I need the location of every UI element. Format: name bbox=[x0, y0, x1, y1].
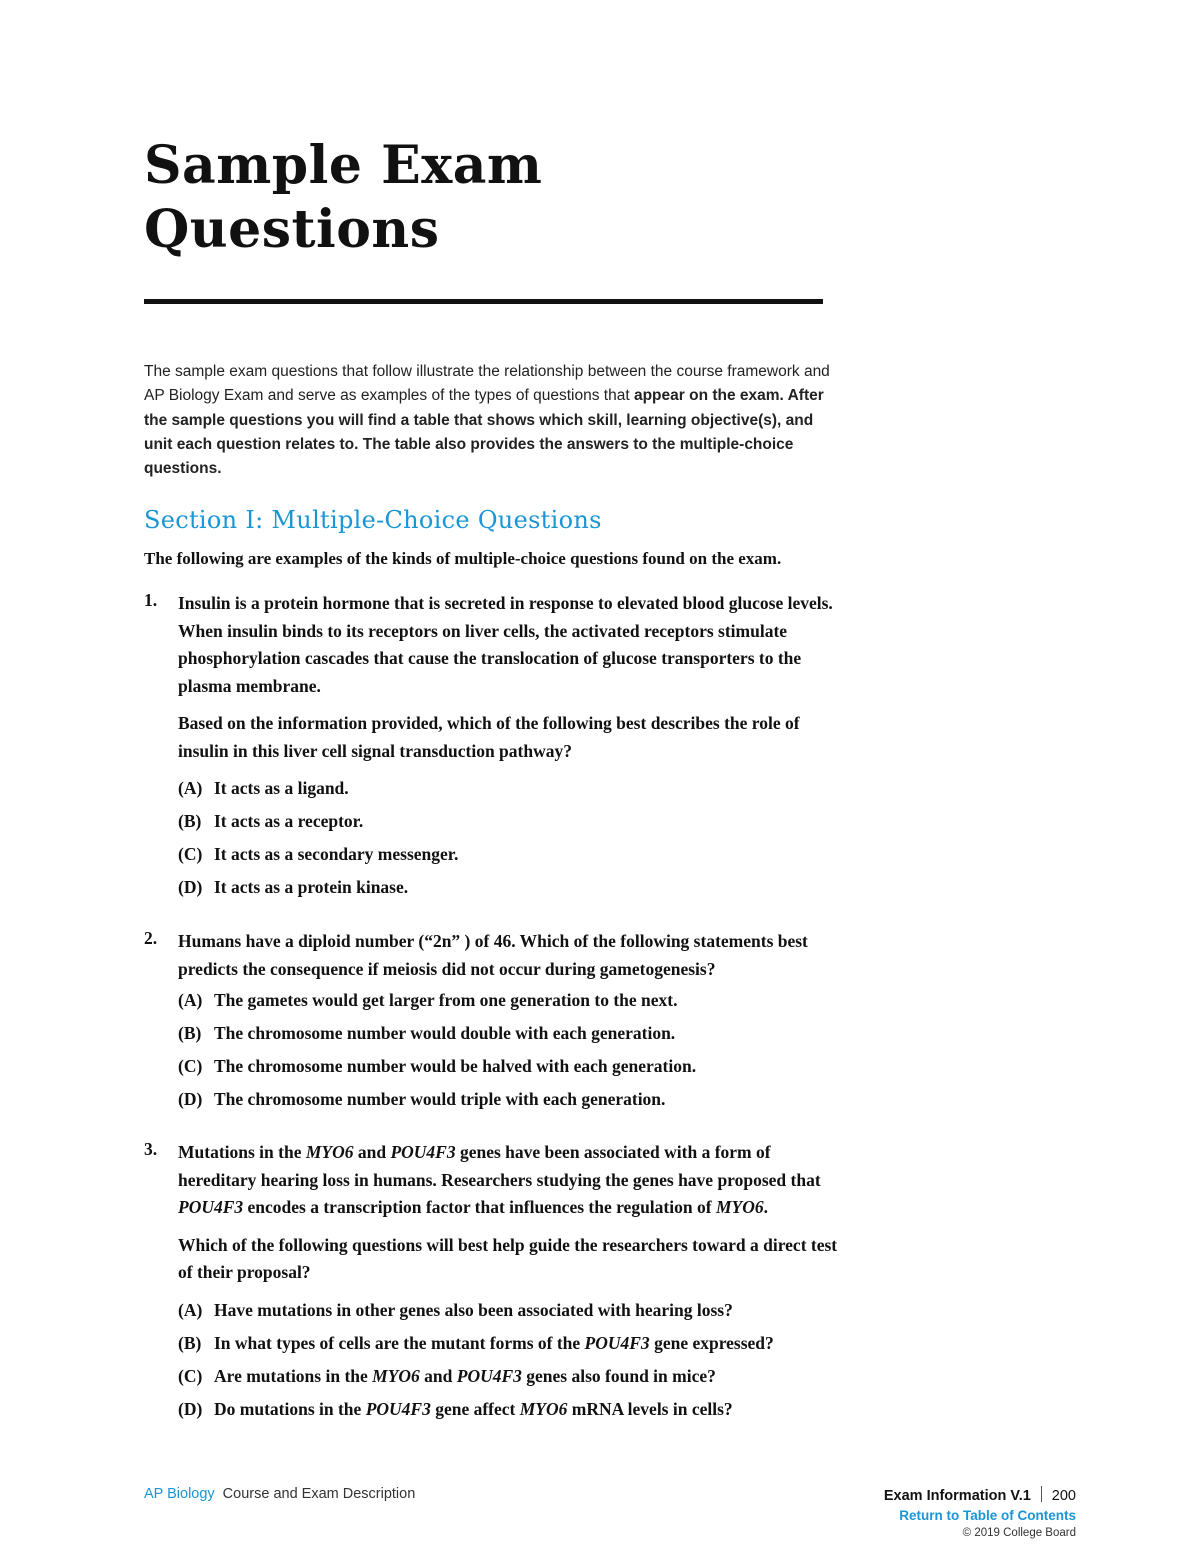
answer-option-a[interactable] bbox=[178, 987, 844, 1020]
option-letter: (C) bbox=[178, 1056, 203, 1076]
option-text: It acts as a ligand. bbox=[214, 778, 349, 798]
option-letter: (B) bbox=[178, 1332, 202, 1353]
option-text: mRNA levels in cells? bbox=[567, 1398, 733, 1419]
option-letter: (D) bbox=[178, 1398, 203, 1419]
page-title bbox=[144, 134, 844, 262]
question-number: 2. bbox=[144, 928, 158, 948]
gene-name: POU4F3 bbox=[390, 1142, 456, 1162]
option-text: The gametes would get larger from one generation to the next. bbox=[214, 990, 678, 1010]
answer-option-c[interactable] bbox=[178, 1363, 844, 1396]
gene-name: MYO6 bbox=[715, 1197, 764, 1217]
footer-version: V.1 bbox=[1010, 1488, 1031, 1504]
title-divider bbox=[144, 299, 823, 304]
section-subheading: The following are examples of the kinds of multiple-choice questions found on the exam. bbox=[144, 549, 782, 568]
intro-paragraph bbox=[144, 360, 834, 481]
option-text: Are mutations in the bbox=[214, 1365, 373, 1386]
question-stem bbox=[178, 1139, 844, 1222]
footer-description: Course and Exam Description bbox=[222, 1486, 416, 1502]
gene-name: MYO6 bbox=[305, 1142, 354, 1162]
answer-option-d[interactable] bbox=[178, 1396, 844, 1429]
option-text: The chromosome number would double with each generation. bbox=[214, 1023, 676, 1043]
option-letter: (D) bbox=[178, 877, 203, 897]
question-stem: Humans have a diploid number (“2n” ) of 46. Which of the following statements best predicts the consequence if meiosis did not occur during gametogenesis? bbox=[178, 931, 808, 979]
answer-options bbox=[144, 987, 844, 1119]
stem-text: encodes a transcription factor that influences the regulation of bbox=[243, 1197, 716, 1217]
question-3 bbox=[144, 1139, 844, 1429]
answer-option-a[interactable] bbox=[178, 775, 844, 808]
option-letter: (C) bbox=[178, 844, 203, 864]
stem-text: genes have been associated with a form of hereditary hearing loss in humans. Researchers studying the genes have proposed that bbox=[178, 1142, 821, 1190]
question-2 bbox=[144, 928, 844, 1119]
question-prompt: Which of the following questions will best help guide the researchers toward a direct test of their proposal? bbox=[178, 1234, 838, 1282]
page-title-line-2: Questions bbox=[144, 199, 440, 260]
footer-course-name: AP Biology bbox=[144, 1486, 215, 1502]
answer-option-d[interactable] bbox=[178, 1086, 844, 1119]
option-text: Have mutations in other genes also been associated with hearing loss? bbox=[214, 1299, 733, 1320]
footer-separator bbox=[1041, 1486, 1042, 1502]
stem-text: and bbox=[353, 1142, 391, 1162]
question-number: 1. bbox=[144, 590, 158, 610]
option-text: gene affect bbox=[430, 1398, 520, 1419]
answer-options bbox=[144, 1297, 844, 1429]
answer-option-b[interactable] bbox=[178, 1330, 844, 1363]
option-text: It acts as a receptor. bbox=[214, 811, 364, 831]
option-text: It acts as a protein kinase. bbox=[214, 877, 409, 897]
footer-copyright: © 2019 College Board bbox=[962, 1527, 1076, 1539]
page-number: 200 bbox=[1051, 1488, 1076, 1504]
answer-option-a[interactable] bbox=[178, 1297, 844, 1330]
answer-option-b[interactable] bbox=[178, 808, 844, 841]
footer-course-info bbox=[144, 1486, 415, 1502]
option-letter: (D) bbox=[178, 1089, 203, 1109]
intro-regular-text: The sample exam questions that follow illustrate the relationship between the course framework and AP Biology Exam and serve as examples of the types of questions that bbox=[144, 363, 830, 405]
answer-options bbox=[144, 775, 844, 907]
footer-section-label: Exam Information bbox=[883, 1488, 1007, 1504]
gene-name: POU4F3 bbox=[584, 1332, 650, 1353]
option-text: In what types of cells are the mutant forms of the bbox=[214, 1332, 585, 1353]
question-1 bbox=[144, 590, 844, 907]
answer-option-c[interactable] bbox=[178, 1053, 844, 1086]
gene-name: MYO6 bbox=[372, 1365, 420, 1386]
question-stem: Insulin is a protein hormone that is secreted in response to elevated blood glucose levels. When insulin binds to its receptors on liver cells, the activated receptors stimulate phosphorylation cascades that cause the translocation of glucose transporters to the plasma membrane. bbox=[178, 593, 833, 696]
intro-bold-text: appear on the exam. After the sample questions you will find a table that shows which skill, learning objective(s), and unit each question relates to. The table also provides the answers to the multiple-choice questions. bbox=[144, 387, 824, 478]
page-title-line-1: Sample Exam bbox=[144, 135, 543, 196]
question-number: 3. bbox=[144, 1139, 158, 1159]
option-text: gene expressed? bbox=[649, 1332, 774, 1353]
option-text: and bbox=[419, 1365, 457, 1386]
gene-name: POU4F3 bbox=[178, 1197, 244, 1217]
stem-text: . bbox=[763, 1197, 768, 1217]
option-letter: (C) bbox=[178, 1365, 203, 1386]
option-text: It acts as a secondary messenger. bbox=[214, 844, 459, 864]
gene-name: MYO6 bbox=[519, 1398, 568, 1419]
stem-text: Mutations in the bbox=[178, 1142, 306, 1162]
answer-option-d[interactable] bbox=[178, 874, 844, 907]
option-letter: (A) bbox=[178, 1299, 203, 1320]
gene-name: POU4F3 bbox=[365, 1398, 431, 1419]
option-letter: (A) bbox=[178, 778, 203, 798]
option-letter: (A) bbox=[178, 990, 203, 1010]
option-letter: (B) bbox=[178, 811, 202, 831]
answer-option-c[interactable] bbox=[178, 841, 844, 874]
answer-option-b[interactable] bbox=[178, 1020, 844, 1053]
option-text: The chromosome number would triple with each generation. bbox=[214, 1089, 666, 1109]
question-prompt: Based on the information provided, which of the following best describes the role of insulin in this liver cell signal transduction pathway? bbox=[178, 713, 800, 761]
option-letter: (B) bbox=[178, 1023, 202, 1043]
option-text: The chromosome number would be halved with each generation. bbox=[214, 1056, 697, 1076]
gene-name: POU4F3 bbox=[456, 1365, 522, 1386]
section-heading: Section I: Multiple-Choice Questions bbox=[144, 506, 602, 534]
return-to-toc-link[interactable]: Return to Table of Contents bbox=[899, 1508, 1076, 1523]
option-text: genes also found in mice? bbox=[521, 1365, 716, 1386]
option-text: Do mutations in the bbox=[214, 1398, 366, 1419]
footer-page-info bbox=[884, 1486, 1076, 1540]
